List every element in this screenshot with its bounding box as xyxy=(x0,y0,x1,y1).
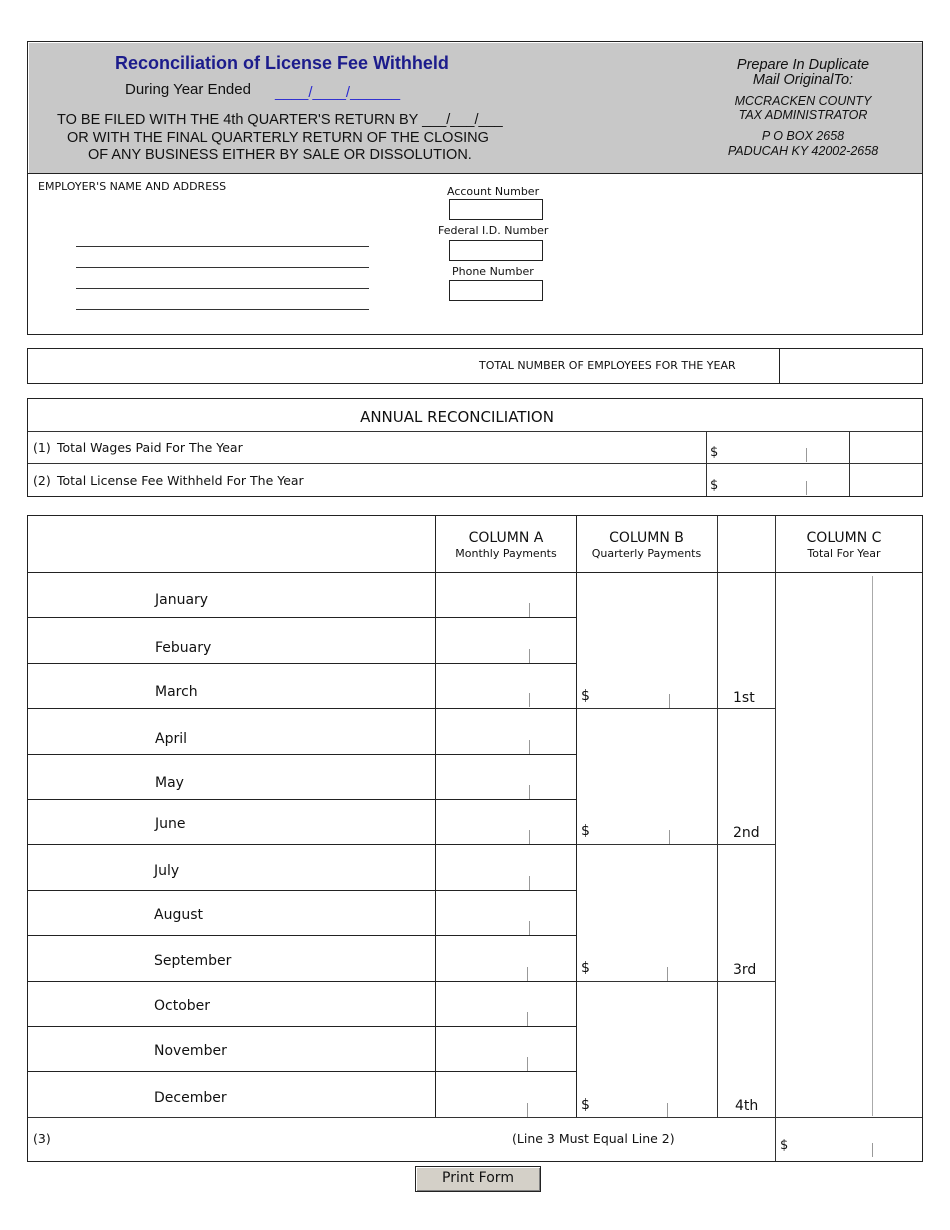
column-b-right-border xyxy=(717,516,718,1117)
row-line-jan xyxy=(28,617,577,618)
row-line-may xyxy=(28,799,577,800)
column-a-input-aug[interactable] xyxy=(437,893,575,934)
annual-divider-1 xyxy=(28,431,922,432)
employees-label: TOTAL NUMBER OF EMPLOYEES FOR THE YEAR xyxy=(479,359,736,372)
column-c-title: COLUMN C xyxy=(806,530,882,546)
column-a-input-jun[interactable] xyxy=(437,802,575,843)
column-b-header xyxy=(576,530,717,560)
line3-note: (Line 3 Must Equal Line 2) xyxy=(512,1131,675,1146)
row-line-jun xyxy=(28,844,577,845)
column-a-input-jan[interactable] xyxy=(437,575,575,616)
column-b-title: COLUMN B xyxy=(609,530,684,546)
quarter-line-1 xyxy=(577,708,776,709)
column-c-input[interactable] xyxy=(777,575,921,1116)
line3-number: (3) xyxy=(33,1131,51,1146)
line3-divider xyxy=(28,1117,922,1118)
column-b-input-q4[interactable] xyxy=(578,984,716,1116)
account-number-field[interactable] xyxy=(449,199,543,220)
line1-dollar-sign: $ xyxy=(710,445,719,460)
year-ended-label: During Year Ended xyxy=(125,81,251,98)
row-line-mar xyxy=(28,708,577,709)
mailing-block xyxy=(703,57,903,158)
quarter-label: 3rd xyxy=(733,962,757,978)
month-label: March xyxy=(155,684,198,700)
form-title: Reconciliation of License Fee Withheld xyxy=(115,53,449,73)
line3-total-input[interactable] xyxy=(777,1119,921,1160)
month-label: January xyxy=(155,592,209,608)
column-a-input-jul[interactable] xyxy=(437,847,575,889)
quarter-line-3 xyxy=(577,981,776,982)
line2-dollar-sign: $ xyxy=(710,478,719,493)
row-line-jul xyxy=(28,890,577,891)
year-ended-date[interactable]: ____/____/______ xyxy=(275,84,401,101)
month-label: August xyxy=(154,907,203,923)
column-a-input-nov[interactable] xyxy=(437,1029,575,1070)
annual-col-divider-1 xyxy=(706,431,707,496)
quarter-line-2 xyxy=(577,844,776,845)
row-line-aug xyxy=(28,935,577,936)
account-number-label: Account Number xyxy=(447,185,540,198)
filing-instruction-3: OF ANY BUSINESS EITHER BY SALE OR DISSOLUTION. xyxy=(88,147,472,163)
federal-id-field[interactable] xyxy=(449,240,543,261)
column-a-input-dec[interactable] xyxy=(437,1074,575,1116)
line1-label: Total Wages Paid For The Year xyxy=(57,440,243,455)
column-a-header xyxy=(436,530,576,560)
quarter-3-dollar-sign: $ xyxy=(581,960,590,976)
header-divider xyxy=(28,173,922,174)
employer-address-line-2[interactable] xyxy=(76,267,369,268)
quarter-1-dollar-sign: $ xyxy=(581,688,590,704)
annual-divider-2 xyxy=(28,463,922,464)
line2-cents-tick xyxy=(806,481,807,495)
filing-instruction-1: TO BE FILED WITH THE 4th QUARTER'S RETURN BY ___/___/___ xyxy=(57,112,503,128)
annual-col-divider-2 xyxy=(849,431,850,496)
line2-number: (2) xyxy=(33,473,51,488)
month-label: April xyxy=(155,731,187,747)
column-b-input-q2[interactable] xyxy=(578,711,716,843)
month-label: October xyxy=(154,998,211,1014)
employer-address-line-3[interactable] xyxy=(76,288,369,289)
phone-number-field[interactable] xyxy=(449,280,543,301)
address-line-2: PADUCAH KY 42002-2658 xyxy=(727,144,879,158)
print-form-button[interactable]: Print Form xyxy=(415,1166,541,1192)
line3-dollar-sign: $ xyxy=(780,1138,789,1153)
month-label: July xyxy=(154,863,180,879)
column-b-input-q1[interactable] xyxy=(578,575,716,707)
month-label: May xyxy=(155,775,184,791)
column-a-input-may[interactable] xyxy=(437,757,575,798)
month-label: November xyxy=(154,1043,227,1059)
month-label: December xyxy=(154,1090,227,1106)
quarter-4-dollar-sign: $ xyxy=(581,1097,590,1113)
column-a-input-mar[interactable] xyxy=(437,666,575,707)
column-c-left-border xyxy=(775,516,776,1161)
month-label: September xyxy=(154,953,232,969)
quarter-label: 2nd xyxy=(733,825,760,841)
column-b-subtitle: Quarterly Payments xyxy=(591,547,702,560)
line2-label: Total License Fee Withheld For The Year xyxy=(57,473,304,488)
column-a-input-oct[interactable] xyxy=(437,984,575,1025)
column-a-input-sep[interactable] xyxy=(437,938,575,980)
phone-number-label: Phone Number xyxy=(452,265,534,278)
address-line-1: P O BOX 2658 xyxy=(761,129,845,143)
month-label: June xyxy=(155,816,186,832)
admin-line-1: MCCRACKEN COUNTY xyxy=(734,94,872,108)
row-line-apr xyxy=(28,754,577,755)
employer-address-line-1[interactable] xyxy=(76,246,369,247)
filing-instruction-2: OR WITH THE FINAL QUARTERLY RETURN OF THE CLOSING xyxy=(67,130,489,146)
column-b-input-q3[interactable] xyxy=(578,847,716,980)
column-a-input-feb[interactable] xyxy=(437,620,575,662)
row-line-feb xyxy=(28,663,577,664)
line1-number: (1) xyxy=(33,440,51,455)
column-a-input-apr[interactable] xyxy=(437,711,575,753)
annual-title: ANNUAL RECONCILIATION xyxy=(360,408,554,426)
column-c-subtitle: Total For Year xyxy=(807,547,881,560)
quarter-label: 1st xyxy=(733,690,755,706)
row-line-nov xyxy=(28,1071,577,1072)
quarter-2-dollar-sign: $ xyxy=(581,823,590,839)
table-header-divider xyxy=(28,572,922,573)
employees-count-field[interactable] xyxy=(781,350,921,382)
employer-name-label: EMPLOYER'S NAME AND ADDRESS xyxy=(38,180,227,193)
federal-id-label: Federal I.D. Number xyxy=(438,224,549,237)
row-line-sep xyxy=(28,981,577,982)
prepare-line-1: Prepare In Duplicate xyxy=(736,57,870,73)
column-c-header xyxy=(775,530,913,560)
month-label: Febuary xyxy=(155,640,212,656)
column-a-title: COLUMN A xyxy=(468,530,544,546)
admin-line-2: TAX ADMINISTRATOR xyxy=(738,108,868,122)
line1-cents-tick xyxy=(806,448,807,462)
prepare-line-2: Mail OriginalTo: xyxy=(752,72,854,88)
quarter-label: 4th xyxy=(735,1098,759,1114)
employer-address-line-4[interactable] xyxy=(76,309,369,310)
row-line-oct xyxy=(28,1026,577,1027)
employees-divider xyxy=(779,349,780,383)
column-a-subtitle: Monthly Payments xyxy=(455,547,557,560)
